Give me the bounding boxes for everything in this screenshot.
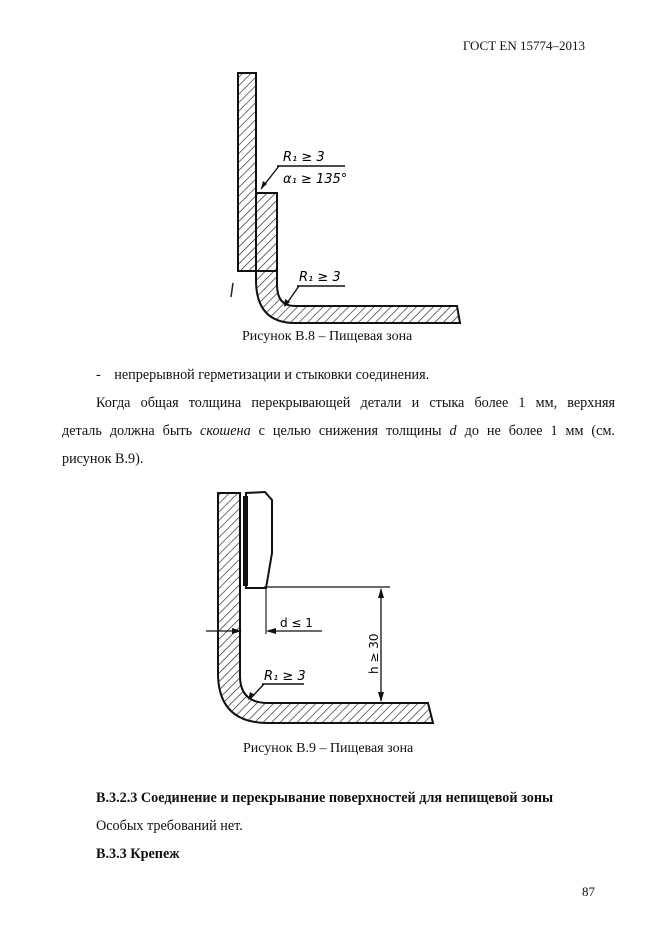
section-b323-text: Особых требований нет.: [96, 818, 243, 834]
paragraph-line-2: деталь должна быть скошена с целью снижения толщины d до не более 1 мм (см.: [62, 423, 615, 439]
page-number: 87: [582, 884, 595, 899]
b9-beveled-plate: [246, 492, 272, 588]
document-header: ГОСТ EN 15774–2013: [462, 38, 585, 53]
b9-d-label: d ≤ 1: [280, 616, 313, 630]
paragraph-line-1: Когда общая толщина перекрывающей детали и стыка более 1 мм, верхняя: [96, 395, 615, 411]
figure-b8-drawing: [225, 65, 465, 330]
b9-r1-label: R₁ ≥ 3: [264, 669, 306, 684]
bullet-text: непрерывной герметизации и стыковки соединения.: [114, 367, 430, 383]
emphasis-d: d: [449, 423, 457, 439]
b8-annotation-bottom: [284, 270, 345, 307]
b8-annotation-top: [261, 150, 347, 189]
b8-alpha-label: α₁ ≥ 135°: [283, 172, 348, 187]
section-b323-heading: В.3.2.3 Соединение и перекрывание поверхностей для непищевой зоны: [96, 790, 554, 806]
b8-r1-bottom-label: R₁ ≥ 3: [299, 270, 341, 285]
b8-upper-plate: [238, 73, 256, 271]
bullet-item: [96, 361, 429, 389]
figure-b8-caption: Рисунок В.8 – Пищевая зона: [242, 329, 413, 344]
emphasis-skoshena: скошена: [200, 423, 251, 439]
figure-b9-caption: Рисунок В.9 – Пищевая зона: [243, 741, 414, 756]
b8-overlap-plate: [256, 193, 277, 271]
b8-r1-top-label: R₁ ≥ 3: [283, 150, 325, 165]
paragraph-line-3: рисунок В.9).: [62, 451, 144, 467]
b8-l-sheet: [256, 271, 460, 323]
figure-b9-drawing: [200, 488, 440, 733]
bullet-dash: -: [96, 367, 101, 383]
section-b33-heading: В.3.3 Крепеж: [96, 846, 180, 862]
b9-h-label: h ≥ 30: [367, 633, 381, 674]
